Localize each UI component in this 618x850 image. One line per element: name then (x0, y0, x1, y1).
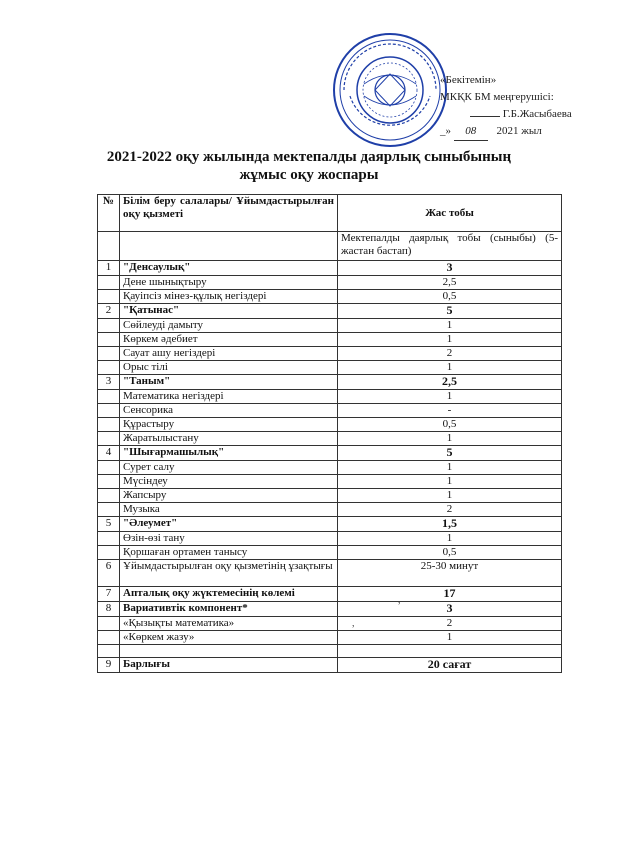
row-number (98, 290, 120, 304)
table-row (98, 645, 562, 658)
header-num: № (98, 195, 120, 232)
row-hours: 1 (338, 532, 562, 546)
stray-mark: , (352, 618, 355, 629)
row-hours: 1 (338, 361, 562, 375)
row-subject: Математика негіздері (120, 390, 338, 404)
table-row (98, 461, 562, 475)
table-row (98, 602, 562, 617)
row-hours: 1 (338, 631, 562, 645)
table-row (98, 617, 562, 631)
row-subject: Ұйымдастырылған оқу қызметінің ұзақтығы (120, 560, 338, 587)
header-age: Жас тобы (338, 195, 562, 232)
row-hours: 2,5 (338, 276, 562, 290)
row-subject: Сауат ашу негіздері (120, 347, 338, 361)
table-row (98, 489, 562, 503)
row-number: 3 (98, 375, 120, 390)
table-row (98, 418, 562, 432)
table-row (98, 290, 562, 304)
row-number: 6 (98, 560, 120, 587)
row-subject: Көркем әдебиет (120, 333, 338, 347)
table-row (98, 631, 562, 645)
row-number (98, 503, 120, 517)
row-number: 5 (98, 517, 120, 532)
row-subject: Дене шынықтыру (120, 276, 338, 290)
row-subject (120, 645, 338, 658)
table-subheader-row (98, 232, 562, 261)
row-subject: Сурет салу (120, 461, 338, 475)
approval-signature-line (440, 106, 572, 123)
title-line-1: 2021-2022 оқу жылында мектепалды даярлық сыныбының (106, 149, 512, 165)
row-number: 1 (98, 261, 120, 276)
row-subject: Апталық оқу жүктемесінің көлемі (120, 587, 338, 602)
row-hours: 1 (338, 390, 562, 404)
row-subject: Қауіпсіз мінез-құлық негіздері (120, 290, 338, 304)
row-number: 8 (98, 602, 120, 617)
subheader-empty-num (98, 232, 120, 261)
curriculum-table (97, 194, 562, 673)
signature-scribble (470, 116, 500, 117)
table-row (98, 333, 562, 347)
row-number (98, 276, 120, 290)
row-subject: «Қызықты математика» (120, 617, 338, 631)
row-number (98, 432, 120, 446)
row-hours: 1,5 (338, 517, 562, 532)
subheader-age-group: Мектепалды даярлық тобы (сыныбы) (5-жастан бастап) (338, 232, 562, 261)
row-number (98, 404, 120, 418)
row-subject: Барлығы (120, 658, 338, 673)
row-subject: Вариативтік компонент* (120, 602, 338, 617)
row-number (98, 333, 120, 347)
row-subject: Қоршаған ортамен танысу (120, 546, 338, 560)
row-number (98, 489, 120, 503)
approval-line-2: МКҚК БМ меңгерушісі: (440, 91, 554, 103)
row-hours: 25-30 минут (338, 560, 562, 587)
row-subject: "Қатынас" (120, 304, 338, 319)
approval-line-1: «Бекітемін» (440, 74, 497, 86)
header-area: Білім беру салалары/ Ұйымдастырылған оқу қызметі (120, 195, 338, 232)
table-row (98, 475, 562, 489)
approver-name: Г.Б.Жасыбаева (502, 108, 572, 120)
stray-mark: , (398, 595, 401, 606)
row-hours: 2 (338, 503, 562, 517)
table-row (98, 347, 562, 361)
title-line-2: жұмыс оқу жоспары (239, 167, 379, 183)
row-hours: 1 (338, 432, 562, 446)
row-hours: 0,5 (338, 546, 562, 560)
row-hours: 20 сағат (338, 658, 562, 673)
official-seal-stamp (330, 30, 450, 150)
row-subject: Өзін-өзі тану (120, 532, 338, 546)
approval-date-line (440, 123, 572, 141)
row-hours: - (338, 404, 562, 418)
table-row (98, 517, 562, 532)
table-row (98, 532, 562, 546)
row-subject: Жаратылыстану (120, 432, 338, 446)
row-number (98, 546, 120, 560)
approval-date-year: 2021 жыл (496, 125, 542, 137)
table-row (98, 261, 562, 276)
row-subject: Сенсорика (120, 404, 338, 418)
table-row (98, 432, 562, 446)
row-hours: 1 (338, 319, 562, 333)
row-subject: Музыка (120, 503, 338, 517)
table-row (98, 560, 562, 587)
row-hours: 5 (338, 446, 562, 461)
table-row (98, 375, 562, 390)
row-subject: "Әлеумет" (120, 517, 338, 532)
table-row (98, 361, 562, 375)
table-row (98, 587, 562, 602)
row-hours: 3 (338, 602, 562, 617)
table-row (98, 658, 562, 673)
table-header-row (98, 195, 562, 232)
table-row (98, 319, 562, 333)
approval-date-month: 08 (454, 123, 488, 141)
row-number (98, 617, 120, 631)
row-subject: Мүсіндеу (120, 475, 338, 489)
row-subject: "Шығармашылық" (120, 446, 338, 461)
row-subject: Жапсыру (120, 489, 338, 503)
row-hours: 1 (338, 461, 562, 475)
row-number: 2 (98, 304, 120, 319)
row-hours: 1 (338, 475, 562, 489)
table-row (98, 390, 562, 404)
row-hours: 5 (338, 304, 562, 319)
row-hours: 3 (338, 261, 562, 276)
row-hours: 2 (338, 617, 562, 631)
row-number (98, 347, 120, 361)
table-row (98, 276, 562, 290)
row-number: 4 (98, 446, 120, 461)
row-number (98, 645, 120, 658)
row-hours: 0,5 (338, 418, 562, 432)
row-number (98, 631, 120, 645)
row-number (98, 319, 120, 333)
row-hours (338, 645, 562, 658)
table-row (98, 404, 562, 418)
subheader-empty-area (120, 232, 338, 261)
row-subject: Орыс тілі (120, 361, 338, 375)
row-number: 7 (98, 587, 120, 602)
row-hours: 0,5 (338, 290, 562, 304)
row-hours: 1 (338, 333, 562, 347)
row-number (98, 532, 120, 546)
row-number (98, 361, 120, 375)
row-number: 9 (98, 658, 120, 673)
row-subject: "Денсаулық" (120, 261, 338, 276)
table-row (98, 546, 562, 560)
table-body (98, 261, 562, 673)
table-row (98, 503, 562, 517)
table-row (98, 304, 562, 319)
row-number (98, 475, 120, 489)
row-hours: 2,5 (338, 375, 562, 390)
table-row (98, 446, 562, 461)
row-number (98, 418, 120, 432)
document-title (0, 148, 618, 184)
approval-date-day: _» (440, 125, 451, 137)
row-number (98, 390, 120, 404)
row-hours: 2 (338, 347, 562, 361)
row-subject: Сөйлеуді дамыту (120, 319, 338, 333)
approval-block (440, 72, 572, 141)
row-subject: Құрастыру (120, 418, 338, 432)
row-number (98, 461, 120, 475)
row-subject: «Көркем жазу» (120, 631, 338, 645)
row-hours: 1 (338, 489, 562, 503)
row-hours: 17 (338, 587, 562, 602)
row-subject: "Таным" (120, 375, 338, 390)
